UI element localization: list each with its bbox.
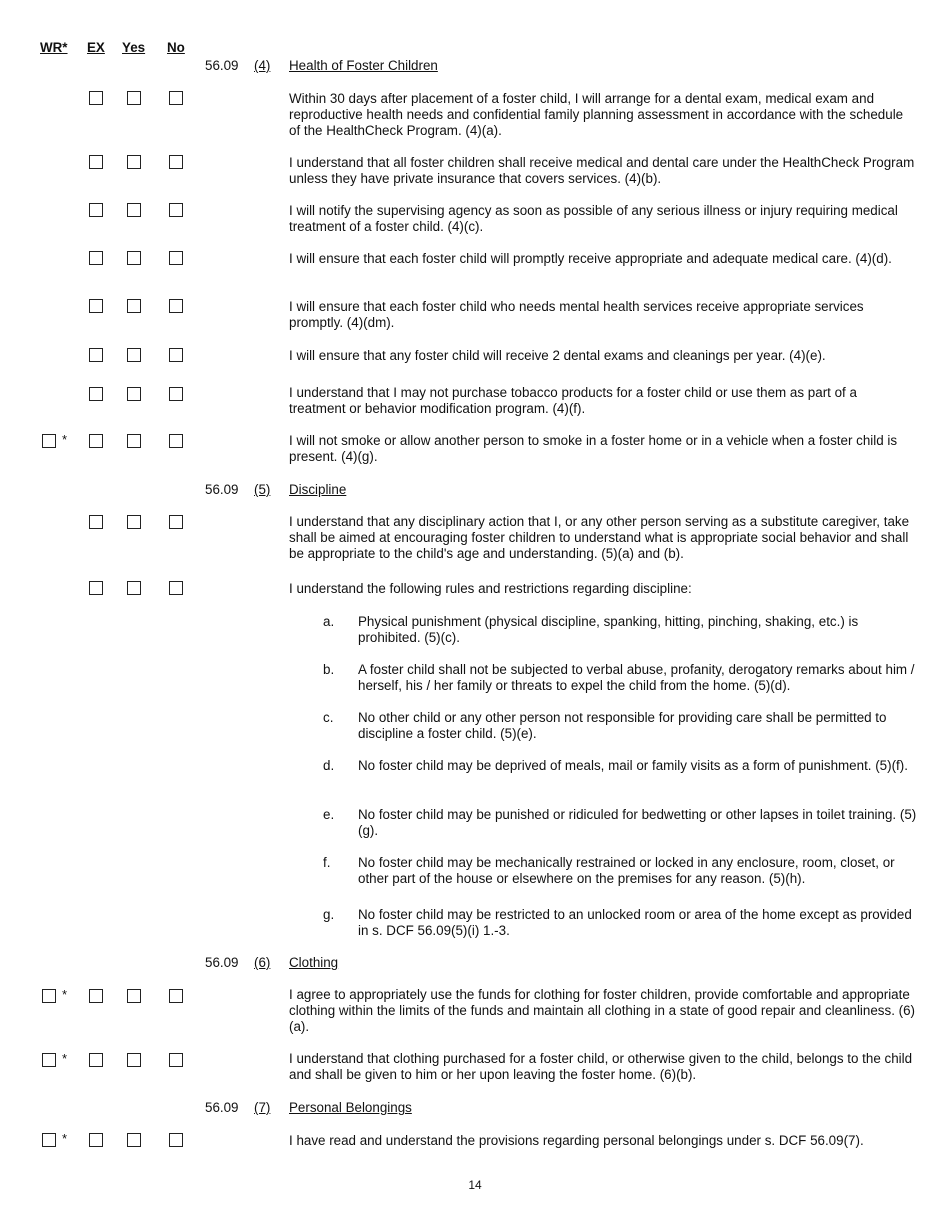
no-checkbox[interactable] [169,387,183,401]
waiver-asterisk: * [62,1051,68,1066]
list-letter: a. [323,614,335,629]
section-subsection: (6) [254,955,271,970]
column-header-ex: EX [87,40,105,55]
column-header-yes: Yes [122,40,146,55]
list-letter: b. [323,662,335,677]
ex-checkbox[interactable] [89,515,103,529]
list-letter: f. [323,855,331,870]
waiver-asterisk: * [62,987,68,1002]
waiver-asterisk: * [62,432,68,447]
section-number: 56.09 [205,955,239,970]
requirement-text: I understand the following rules and restrictions regarding discipline: [289,581,692,596]
ex-checkbox[interactable] [89,348,103,362]
yes-checkbox[interactable] [127,203,141,217]
ex-checkbox[interactable] [89,581,103,595]
yes-checkbox[interactable] [127,91,141,105]
yes-checkbox[interactable] [127,515,141,529]
list-text: No foster child may be deprived of meals, mail or family visits as a form of punishment. (5)(f). [358,758,908,773]
yes-checkbox[interactable] [127,581,141,595]
ex-checkbox[interactable] [89,299,103,313]
requirement-text: I understand that clothing purchased for a foster child, or otherwise given to the child, belongs to the child and shall be given to him or her upon leaving the foster home. (6)(b). [289,1051,913,1082]
no-checkbox[interactable] [169,1053,183,1067]
column-header-no: No [167,40,185,55]
ex-checkbox[interactable] [89,203,103,217]
no-checkbox[interactable] [169,251,183,265]
yes-checkbox[interactable] [127,1053,141,1067]
yes-checkbox[interactable] [127,387,141,401]
requirement-text: I will not smoke or allow another person to smoke in a foster home or in a vehicle when a foster child is present. (4)(g). [289,433,898,464]
list-text: No foster child may be restricted to an unlocked room or area of the home except as provided in s. DCF 56.09(5)(i) 1.-3. [358,907,912,938]
no-checkbox[interactable] [169,155,183,169]
list-text: No foster child may be punished or ridiculed for bedwetting or other lapses in toilet training. (5)(g). [358,807,917,838]
no-checkbox[interactable] [169,299,183,313]
section-number: 56.09 [205,58,239,73]
section-subsection: (4) [254,58,271,73]
section-title: Health of Foster Children [289,58,438,73]
yes-checkbox[interactable] [127,989,141,1003]
yes-checkbox[interactable] [127,251,141,265]
requirement-text: I understand that any disciplinary action that I, or any other person serving as a substitute caregiver, take shall be aimed at encouraging foster children to understand what is appropriate social behavior and shall be appropriate to the child's age and understanding. (5)(a) and (b). [289,514,910,561]
ex-checkbox[interactable] [89,989,103,1003]
yes-checkbox[interactable] [127,299,141,313]
yes-checkbox[interactable] [127,155,141,169]
list-letter: c. [323,710,334,725]
ex-checkbox[interactable] [89,155,103,169]
no-checkbox[interactable] [169,348,183,362]
requirement-text: I have read and understand the provisions regarding personal belongings under s. DCF 56.09(7). [289,1133,864,1148]
yes-checkbox[interactable] [127,348,141,362]
requirement-text: I understand that I may not purchase tobacco products for a foster child or use them as part of a treatment or behavior modification program. (4)(f). [289,385,857,416]
requirement-text: I will ensure that any foster child will receive 2 dental exams and cleanings per year. (4)(e). [289,348,826,363]
column-header-wr: WR* [40,40,68,55]
requirement-text: I agree to appropriately use the funds for clothing for foster children, provide comfortable and appropriate clothing within the limits of the funds and maintain all clothing in a state of good repair and cleanliness. (6)(a). [289,987,915,1034]
ex-checkbox[interactable] [89,387,103,401]
list-letter: g. [323,907,335,922]
no-checkbox[interactable] [169,1133,183,1147]
no-checkbox[interactable] [169,581,183,595]
list-text: No other child or any other person not responsible for providing care shall be permitted to discipline a foster child. (5)(e). [358,710,887,741]
requirement-text: I will ensure that each foster child who needs mental health services receive appropriate services promptly. (4)(dm). [289,299,864,330]
no-checkbox[interactable] [169,91,183,105]
no-checkbox[interactable] [169,515,183,529]
section-title: Clothing [289,955,339,970]
wr-checkbox[interactable] [42,1133,56,1147]
wr-checkbox[interactable] [42,989,56,1003]
list-letter: d. [323,758,335,773]
section-subsection: (5) [254,482,271,497]
wr-checkbox[interactable] [42,1053,56,1067]
section-subsection: (7) [254,1100,271,1115]
ex-checkbox[interactable] [89,91,103,105]
ex-checkbox[interactable] [89,1133,103,1147]
ex-checkbox[interactable] [89,434,103,448]
no-checkbox[interactable] [169,434,183,448]
no-checkbox[interactable] [169,989,183,1003]
yes-checkbox[interactable] [127,434,141,448]
list-letter: e. [323,807,335,822]
ex-checkbox[interactable] [89,1053,103,1067]
list-text: No foster child may be mechanically restrained or locked in any enclosure, room, closet, or other part of the house or elsewhere on the premises for any reason. (5)(h). [358,855,895,886]
yes-checkbox[interactable] [127,1133,141,1147]
requirement-text: Within 30 days after placement of a foster child, I will arrange for a dental exam, medical exam and reproductive health needs and confidential family planning assessment in accordance with the schedule of the HealthCheck Program. (4)(a). [289,91,904,138]
no-checkbox[interactable] [169,203,183,217]
list-text: Physical punishment (physical discipline, spanking, hitting, pinching, shaking, etc.) is prohibited. (5)(c). [358,614,859,645]
page-number: 14 [468,1178,482,1192]
requirement-text: I understand that all foster children shall receive medical and dental care under the HealthCheck Program unless they have private insurance that covers services. (4)(b). [289,155,915,186]
section-title: Personal Belongings [289,1100,412,1115]
section-number: 56.09 [205,482,239,497]
section-title: Discipline [289,482,347,497]
wr-checkbox[interactable] [42,434,56,448]
waiver-asterisk: * [62,1131,68,1146]
section-number: 56.09 [205,1100,239,1115]
requirement-text: I will notify the supervising agency as soon as possible of any serious illness or injury requiring medical treatment of a foster child. (4)(c). [289,203,898,234]
list-text: A foster child shall not be subjected to verbal abuse, profanity, derogatory remarks about him / herself, his / her family or threats to expel the child from the home. (5)(d). [358,662,915,693]
requirement-text: I will ensure that each foster child will promptly receive appropriate and adequate medical care. (4)(d). [289,251,892,266]
ex-checkbox[interactable] [89,251,103,265]
